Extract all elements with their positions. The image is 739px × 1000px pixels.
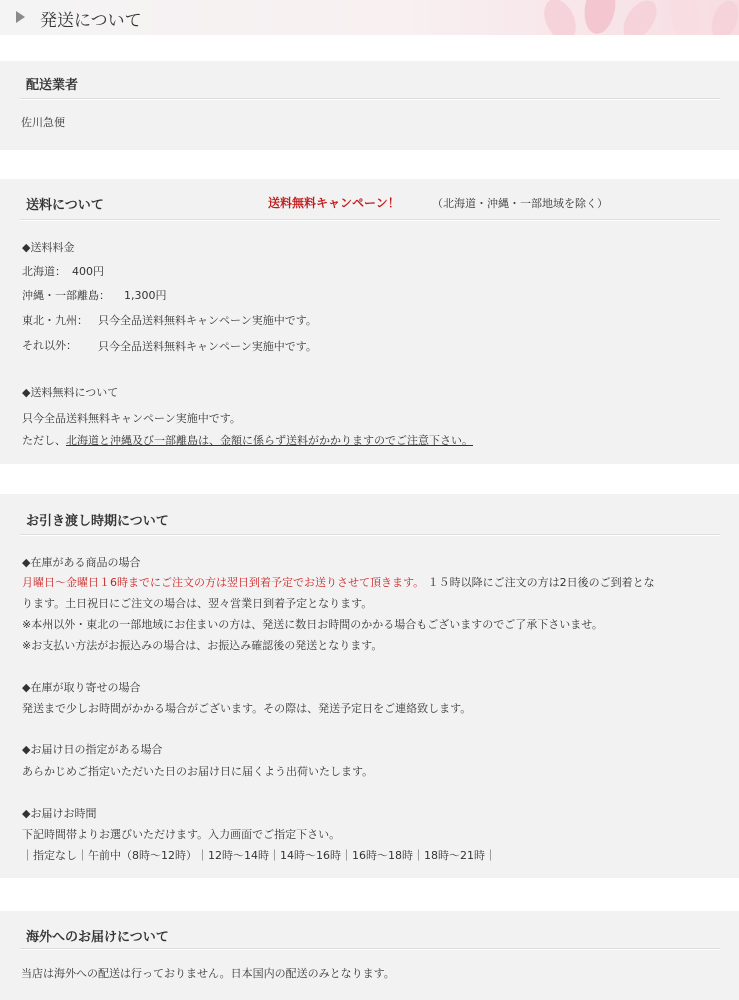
fee-heading: ◆送料料金 [22,241,75,254]
free-shipping-note [22,434,473,448]
delivery-time-slots: ｜指定なし｜午前中（8時〜12時）｜12時〜14時｜14時〜16時｜16時〜18時｜18時〜21時｜ [22,849,496,862]
in-stock-line: ※本州以外・東北の一部地域にお住まいの方は、発送に数日お時間のかかる場合もございますのでご了承下さいませ。 [22,618,603,631]
section-carrier [0,61,739,150]
free-shipping-line: 只今全品送料無料キャンペーン実施中です。 [22,412,241,425]
free-shipping-heading: ◆送料無料について [22,386,119,399]
fee-label: 東北・九州： [22,314,88,327]
specified-date-heading: ◆お届け日の指定がある場合 [22,743,163,756]
divider [20,98,720,100]
page-header [0,0,739,35]
sakura-petals-decoration [530,0,739,35]
section-title-shipping-fee: 送料について [26,198,104,213]
section-title-carrier: 配送業者 [26,78,79,93]
in-stock-line-rest: １５時以降にご注文の方は2日後のご到着とな [427,576,655,589]
campaign-note: （北海道・沖縄・一部地域を除く） [432,197,608,210]
triangle-right-icon [16,11,25,23]
in-stock-line [22,576,655,590]
in-stock-line: ります。土日祝日にご注文の場合は、翌々営業日到着予定となります。 [22,597,373,610]
specified-date-line: あらかじめご指定いただいた日のお届け日に届くよう出荷いたします。 [22,765,374,778]
delivery-time-line: 下記時間帯よりお選びいただけます。入力画面でご指定下さい。 [22,828,341,841]
fee-value: 只今全品送料無料キャンペーン実施中です。 [98,314,317,327]
section-title-overseas: 海外へのお届けについて [26,930,169,945]
carrier-name: 佐川急便 [21,116,65,129]
in-stock-line: ※お支払い方法がお振込みの場合は、お振込み確認後の発送となります。 [22,639,383,652]
backorder-line: 発送まで少しお時間がかかる場合がございます。その際は、発送予定日をご連絡致します。 [22,702,472,715]
fee-value: 400円 [72,265,104,278]
section-shipping-fee [0,179,739,464]
fee-label: それ以外： [22,339,77,352]
fee-label: 北海道： [22,265,66,278]
delivery-time-heading: ◆お届けお時間 [22,807,97,820]
page-title: 発送について [40,11,142,31]
fee-value: 只今全品送料無料キャンペーン実施中です。 [98,340,317,353]
in-stock-heading: ◆在庫がある商品の場合 [22,556,141,569]
overseas-line: 当店は海外への配送は行っておりません。日本国内の配送のみとなります。 [21,967,395,980]
free-shipping-note-prefix: ただし、 [22,434,66,447]
section-delivery-time [0,494,739,878]
fee-label: 沖縄・一部離島： [22,289,110,302]
backorder-heading: ◆在庫が取り寄せの場合 [22,681,141,694]
section-title-delivery-time: お引き渡し時期について [26,514,169,529]
divider [20,219,720,221]
divider [20,534,720,536]
free-shipping-note-underlined: 北海道と沖縄及び一部離島は、金額に係らず送料がかかりますのでご注意下さい。 [66,434,473,447]
free-shipping-campaign: 送料無料キャンペーン！ [268,196,400,210]
in-stock-highlight: 月曜日〜金曜日１6時までにご注文の方は翌日到着予定でお送りさせて頂きます。 [22,576,425,589]
fee-value: 1,300円 [124,289,167,302]
section-overseas [0,911,739,1000]
divider [20,948,720,950]
